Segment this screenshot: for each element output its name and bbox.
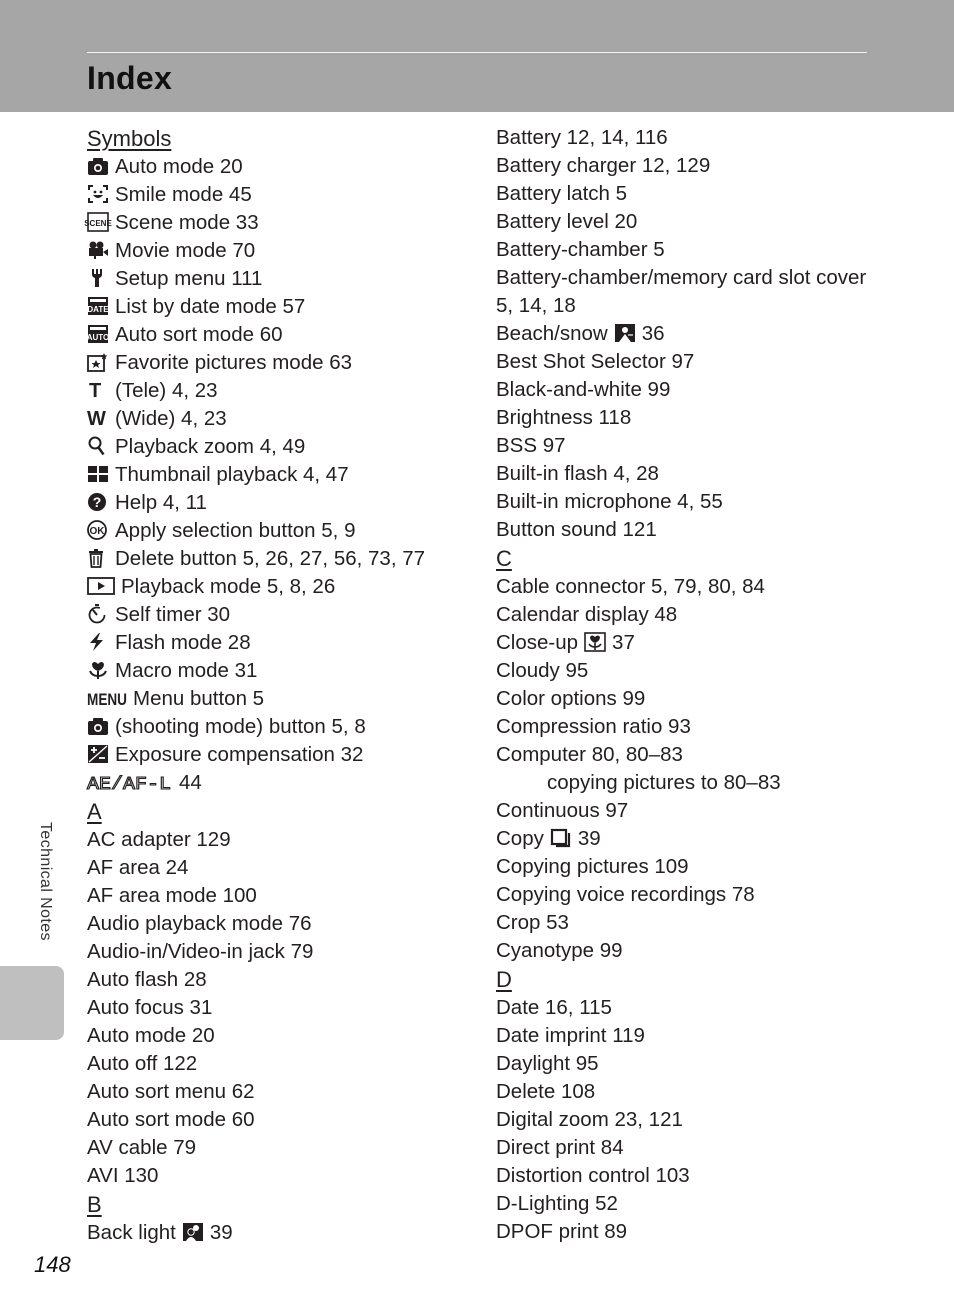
index-heading: D xyxy=(496,967,512,992)
index-entry xyxy=(496,180,916,208)
index-entry xyxy=(496,1050,916,1078)
svg-text:SCENE: SCENE xyxy=(84,219,112,228)
index-entry xyxy=(496,657,916,685)
index-entry xyxy=(87,882,467,910)
entry-text: Black-and-white 99 xyxy=(496,378,671,401)
entry-text: Delete button 5, 26, 27, 56, 73, 77 xyxy=(115,547,426,570)
entry-text: Copying pictures 109 xyxy=(496,855,689,878)
entry-text: DPOF print 89 xyxy=(496,1220,628,1243)
index-entry xyxy=(87,685,467,713)
entry-text: Color options 99 xyxy=(496,687,646,710)
entry-text: Auto sort mode 60 xyxy=(115,323,283,346)
entry-text: Battery charger 12, 129 xyxy=(496,154,711,177)
entry-text: Playback mode 5, 8, 26 xyxy=(121,575,336,598)
index-entry xyxy=(496,741,916,769)
entry-text: Battery-chamber 5 xyxy=(496,238,665,261)
entry-text: AF area 24 xyxy=(87,856,189,879)
index-entry xyxy=(87,1106,467,1134)
index-entry xyxy=(87,517,467,545)
entry-text: AV cable 79 xyxy=(87,1136,197,1159)
section-label: Technical Notes xyxy=(37,822,54,941)
svg-text:MENU: MENU xyxy=(87,690,127,709)
entry-text: Thumbnail playback 4, 47 xyxy=(115,463,349,486)
index-entry xyxy=(496,152,916,180)
index-entry xyxy=(496,488,916,516)
movie-icon xyxy=(87,240,109,260)
thumbnail-icon xyxy=(87,464,109,484)
entry-text: Battery-chamber/memory card slot cover xyxy=(496,266,867,289)
entry-text: Distortion control 103 xyxy=(496,1164,690,1187)
entry-text: AC adapter 129 xyxy=(87,828,231,851)
ae-af-lock-icon xyxy=(87,772,173,795)
backlight-icon xyxy=(182,1222,204,1242)
entry-text: Exposure compensation 32 xyxy=(115,743,364,766)
entry-text: Date 16, 115 xyxy=(496,996,612,1019)
entry-text: Brightness 118 xyxy=(496,406,632,429)
entry-text: Auto mode 20 xyxy=(87,1024,215,1047)
index-entry xyxy=(496,1218,916,1246)
svg-text:AUTO: AUTO xyxy=(86,333,110,342)
index-entry xyxy=(496,1106,916,1134)
playback-zoom-icon xyxy=(87,436,109,456)
index-entry xyxy=(496,1162,916,1190)
index-entry xyxy=(87,1022,467,1050)
entry-text: Battery latch 5 xyxy=(496,182,628,205)
index-entry xyxy=(496,1078,916,1106)
smile-icon xyxy=(87,184,109,204)
entry-text: Cloudy 95 xyxy=(496,659,589,682)
index-entry xyxy=(87,741,467,769)
index-entry xyxy=(87,377,467,405)
svg-text:T: T xyxy=(89,380,102,402)
entry-text: Battery 12, 14, 116 xyxy=(496,126,668,149)
index-entry xyxy=(87,657,467,685)
index-entry xyxy=(496,404,916,432)
entry-text: Digital zoom 23, 121 xyxy=(496,1108,683,1131)
tele-icon xyxy=(87,380,109,400)
entry-page-ref: 39 xyxy=(209,1221,233,1244)
entry-text: Help 4, 11 xyxy=(115,491,207,514)
exposure-icon xyxy=(87,744,109,764)
trash-icon xyxy=(87,548,109,568)
favorite-icon xyxy=(87,352,109,372)
entry-text: BSS 97 xyxy=(496,434,566,457)
index-entry xyxy=(496,937,916,965)
svg-text:?: ? xyxy=(92,494,102,510)
entry-text: Copying voice recordings 78 xyxy=(496,883,755,906)
entry-text: Back light xyxy=(87,1221,176,1244)
index-entry xyxy=(496,432,916,460)
entry-text: Compression ratio 93 xyxy=(496,715,691,738)
entry-text: Best Shot Selector 97 xyxy=(496,350,695,373)
beach-snow-icon xyxy=(614,323,636,343)
index-entry xyxy=(87,265,467,293)
index-entry xyxy=(87,1050,467,1078)
index-heading: A xyxy=(87,799,102,824)
index-entry xyxy=(496,994,916,1022)
entry-text: Scene mode 33 xyxy=(115,211,259,234)
menu-icon xyxy=(87,688,127,708)
auto-sort-icon xyxy=(87,324,109,344)
index-column-right xyxy=(496,124,916,1246)
index-entry xyxy=(87,573,467,601)
index-entry xyxy=(496,769,916,797)
entry-text: Built-in microphone 4, 55 xyxy=(496,490,723,513)
index-entry xyxy=(87,433,467,461)
entry-text: Button sound 121 xyxy=(496,518,657,541)
index-entry xyxy=(496,1022,916,1050)
entry-text: Battery level 20 xyxy=(496,210,638,233)
index-entry xyxy=(87,153,467,181)
entry-text: AF area mode 100 xyxy=(87,884,257,907)
index-entry xyxy=(496,713,916,741)
entry-text: Calendar display 48 xyxy=(496,603,678,626)
index-entry xyxy=(496,797,916,825)
index-entry xyxy=(87,1134,467,1162)
index-entry xyxy=(87,1162,467,1190)
entry-text: 5, 14, 18 xyxy=(496,294,576,317)
entry-text: D-Lighting 52 xyxy=(496,1192,618,1215)
entry-text: AVI 130 xyxy=(87,1164,159,1187)
entry-text: copying pictures to 80–83 xyxy=(547,771,781,794)
scene-icon xyxy=(84,212,112,232)
svg-text:OK: OK xyxy=(89,526,105,537)
entry-text: Apply selection button 5, 9 xyxy=(115,519,356,542)
index-entry xyxy=(87,713,467,741)
wrench-icon xyxy=(87,268,109,288)
index-heading: B xyxy=(87,1192,102,1217)
index-entry xyxy=(87,938,467,966)
entry-text: Continuous 97 xyxy=(496,799,629,822)
entry-text: Beach/snow xyxy=(496,322,608,345)
entry-text: Auto sort mode 60 xyxy=(87,1108,255,1131)
close-up-icon xyxy=(584,632,606,652)
entry-text: Computer 80, 80–83 xyxy=(496,743,683,766)
entry-text: Setup menu 111 xyxy=(115,267,263,290)
index-entry xyxy=(496,376,916,404)
index-heading: C xyxy=(496,546,512,571)
entry-text: List by date mode 57 xyxy=(115,295,306,318)
entry-text: Auto flash 28 xyxy=(87,968,207,991)
entry-text: Cable connector 5, 79, 80, 84 xyxy=(496,575,765,598)
index-entry xyxy=(87,769,467,797)
entry-text: Crop 53 xyxy=(496,911,569,934)
entry-text: Self timer 30 xyxy=(115,603,231,626)
macro-icon xyxy=(87,660,109,680)
index-entry xyxy=(496,881,916,909)
entry-text: Menu button 5 xyxy=(133,687,265,710)
list-by-date-icon xyxy=(87,296,109,316)
index-entry xyxy=(496,516,916,544)
svg-text:DATE: DATE xyxy=(87,305,109,314)
index-entry xyxy=(87,489,467,517)
index-entry xyxy=(87,966,467,994)
index-entry xyxy=(84,209,467,237)
index-column-left xyxy=(84,124,467,1247)
ok-icon xyxy=(87,520,109,540)
index-entry xyxy=(496,685,916,713)
entry-text: Audio-in/Video-in jack 79 xyxy=(87,940,314,963)
entry-text: (Tele) 4, 23 xyxy=(115,379,218,402)
index-entry xyxy=(87,181,467,209)
index-entry xyxy=(496,1134,916,1162)
index-entry xyxy=(87,461,467,489)
entry-text: Built-in flash 4, 28 xyxy=(496,462,659,485)
entry-text: Favorite pictures mode 63 xyxy=(115,351,353,374)
flash-icon xyxy=(87,632,109,652)
entry-text: Daylight 95 xyxy=(496,1052,599,1075)
index-entry xyxy=(496,348,916,376)
play-icon xyxy=(87,576,115,596)
entry-text: Playback zoom 4, 49 xyxy=(115,435,306,458)
index-entry xyxy=(496,853,916,881)
index-entry xyxy=(87,293,467,321)
index-entry xyxy=(87,1078,467,1106)
wide-icon xyxy=(87,408,109,428)
entry-text: Audio playback mode 76 xyxy=(87,912,312,935)
entry-text: Auto off 122 xyxy=(87,1052,198,1075)
page-title: Index xyxy=(87,60,173,96)
svg-text:AE/AF-L: AE/AF-L xyxy=(87,775,171,795)
index-entry xyxy=(87,601,467,629)
entry-page-ref: 36 xyxy=(641,322,665,345)
index-entry xyxy=(496,236,916,264)
index-entry xyxy=(496,460,916,488)
entry-page-ref: 37 xyxy=(612,631,635,654)
index-entry xyxy=(87,629,467,657)
camera-icon xyxy=(87,716,109,736)
index-entry xyxy=(87,1219,467,1247)
index-entry xyxy=(496,320,916,348)
index-entry xyxy=(87,405,467,433)
entry-text: Direct print 84 xyxy=(496,1136,624,1159)
index-entry xyxy=(87,994,467,1022)
index-entry xyxy=(496,208,916,236)
camera-icon xyxy=(87,156,109,176)
entry-text: (Wide) 4, 23 xyxy=(115,407,227,430)
section-tab xyxy=(0,966,64,1040)
index-entry xyxy=(87,910,467,938)
header-rule xyxy=(87,52,867,53)
index-entry xyxy=(496,909,916,937)
svg-text:W: W xyxy=(87,408,106,430)
index-entry xyxy=(87,349,467,377)
index-entry xyxy=(496,264,916,292)
entry-text: Copy xyxy=(496,827,544,850)
index-entry xyxy=(496,825,916,853)
index-entry xyxy=(496,629,916,657)
entry-text: Auto mode 20 xyxy=(115,155,243,178)
entry-page-ref: 39 xyxy=(577,827,601,850)
entry-text: Cyanotype 99 xyxy=(496,939,623,962)
index-entry xyxy=(496,292,916,320)
entry-text: Close-up xyxy=(496,631,579,654)
entry-text: (shooting mode) button 5, 8 xyxy=(115,715,366,738)
entry-text: Smile mode 45 xyxy=(115,183,252,206)
index-entry xyxy=(87,237,467,265)
index-entry xyxy=(87,826,467,854)
copy-icon xyxy=(550,828,572,848)
index-entry xyxy=(87,545,467,573)
entry-text: Macro mode 31 xyxy=(115,659,258,682)
index-entry xyxy=(496,1190,916,1218)
index-entry xyxy=(496,124,916,152)
page-number: 148 xyxy=(34,1252,71,1277)
entry-text: 44 xyxy=(179,771,202,794)
entry-text: Flash mode 28 xyxy=(115,631,251,654)
index-entry xyxy=(496,573,916,601)
header-band xyxy=(0,0,954,112)
entry-text: Auto focus 31 xyxy=(87,996,213,1019)
help-icon xyxy=(87,492,109,512)
entry-text: Auto sort menu 62 xyxy=(87,1080,255,1103)
entry-text: Delete 108 xyxy=(496,1080,596,1103)
entry-text: Movie mode 70 xyxy=(115,239,256,262)
index-entry xyxy=(496,601,916,629)
entry-text: Date imprint 119 xyxy=(496,1024,645,1047)
index-entry xyxy=(87,321,467,349)
self-timer-icon xyxy=(87,604,109,624)
index-heading: Symbols xyxy=(87,126,172,151)
index-entry xyxy=(87,854,467,882)
